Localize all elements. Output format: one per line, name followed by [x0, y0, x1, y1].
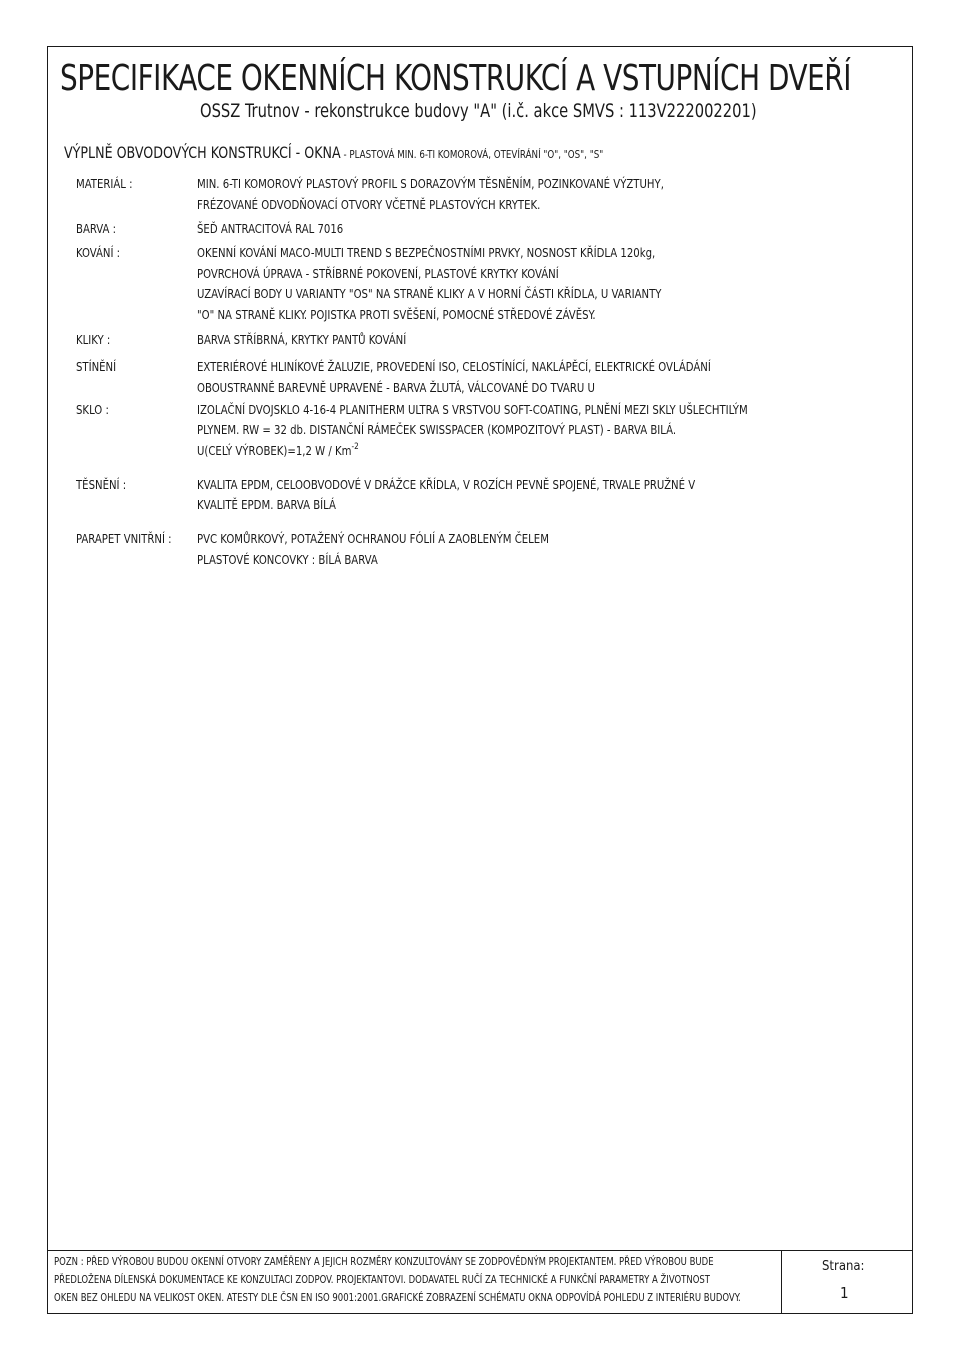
- kovani-label: KOVÁNÍ :: [76, 245, 121, 260]
- sklo-u-value: [197, 442, 359, 458]
- drawing-frame: [47, 46, 913, 1314]
- tesneni-line: KVALITA EPDM, CELOOBVODOVÉ V DRÁŽCE KŘÍDLA, V ROZÍCH PEVNĚ SPOJENÉ, TRVALE PRUŽNÉ V: [197, 477, 696, 492]
- stineni-label: STÍNĚNÍ: [76, 359, 117, 374]
- section-heading-sub: - PLASTOVÁ MIN. 6-TI KOMOROVÁ, OTEVÍRÁNÍ "O", "OS", "S": [340, 148, 604, 161]
- sklo-line: IZOLAČNÍ DVOJSKLO 4-16-4 PLANITHERM ULTRA S VRSTVOU SOFT-COATING, PLNĚNÍ MEZI SKLY UŠLECHTILÝM: [197, 402, 748, 417]
- parapet-line: PVC KOMŮRKOVÝ, POTAŽENÝ OCHRANOU FÓLIÍ A ZAOBLENÝM ČELEM: [197, 531, 549, 546]
- material-line: FRÉZOVANÉ ODVODŇOVACÍ OTVORY VČETNĚ PLASTOVÝCH KRYTEK.: [197, 197, 541, 212]
- tesneni-line: KVALITĚ EPDM. BARVA BÍLÁ: [197, 497, 336, 512]
- document-subtitle: OSSZ Trutnov - rekonstrukce budovy "A" (i.č. akce SMVS : 113V222002201): [200, 100, 757, 122]
- kovani-line: UZAVÍRACÍ BODY U VARIANTY "OS" NA STRANĚ KLIKY A V HORNÍ ČÁSTI KŘÍDLA, U VARIANTY: [197, 286, 662, 301]
- barva-value: ŠEĎ ANTRACITOVÁ RAL 7016: [197, 221, 344, 236]
- kliky-label: KLIKY :: [76, 332, 111, 347]
- kovani-line: OKENNÍ KOVÁNÍ MACO-MULTI TREND S BEZPEČNOSTNÍMI PRVKY, NOSNOST KŘÍDLA 120kg,: [197, 245, 656, 260]
- sklo-label: SKLO :: [76, 402, 109, 417]
- kliky-value: BARVA STŘÍBRNÁ, KRYTKY PANTŮ KOVÁNÍ: [197, 332, 407, 347]
- parapet-line: PLASTOVÉ KONCOVKY : BÍLÁ BARVA: [197, 552, 378, 567]
- tesneni-label: TĚSNĚNÍ :: [76, 477, 127, 492]
- kovani-line: "O" NA STRANĚ KLIKY. POJISTKA PROTI SVĚŠENÍ, POMOCNÉ STŘEDOVÉ ZÁVĚSY.: [197, 307, 596, 322]
- section-heading: [64, 143, 603, 162]
- footer-note-line: POZN : PŘED VÝROBOU BUDOU OKENNÍ OTVORY ZAMĚŘENY A JEJICH ROZMĚRY KONZULTOVÁNY SE ZODPOVĚDNÝM PROJEKTANTEM. PŘED VÝROBOU BUDE: [54, 1256, 714, 1268]
- stineni-line: OBOUSTRANNĚ BAREVNĚ UPRAVENÉ - BARVA ŽLUTÁ, VÁLCOVANÉ DO TVARU U: [197, 380, 595, 395]
- material-label: MATERIÁL :: [76, 176, 133, 191]
- sklo-u-exponent: -2: [351, 442, 359, 452]
- stineni-line: EXTERIÉROVÉ HLINÍKOVÉ ŽALUZIE, PROVEDENÍ ISO, CELOSTÍNÍCÍ, NAKLÁPĚCÍ, ELEKTRICKÉ OVLÁDÁNÍ: [197, 359, 711, 374]
- sklo-line: PLYNEM. RW = 32 db. DISTANČNÍ RÁMEČEK SWISSPACER (KOMPOZITOVÝ PLAST) - BARVA BILÁ.: [197, 422, 677, 437]
- kovani-line: POVRCHOVÁ ÚPRAVA - STŘÍBRNÉ POKOVENÍ, PLASTOVÉ KRYTKY KOVÁNÍ: [197, 266, 559, 281]
- page-label: Strana:: [822, 1259, 865, 1274]
- section-heading-main: VÝPLNĚ OBVODOVÝCH KONSTRUKCÍ - OKNA: [64, 143, 341, 162]
- footer-divider: [47, 1250, 913, 1251]
- parapet-label: PARAPET VNITŘNÍ :: [76, 531, 172, 546]
- document-title: SPECIFIKACE OKENNÍCH KONSTRUKCÍ A VSTUPNÍCH DVEŘÍ: [60, 58, 851, 99]
- page-number: 1: [840, 1284, 849, 1302]
- material-line: MIN. 6-TI KOMOROVÝ PLASTOVÝ PROFIL S DORAZOVÝM TĚSNĚNÍM, POZINKOVANÉ VÝZTUHY,: [197, 176, 664, 191]
- barva-label: BARVA :: [76, 221, 117, 236]
- footer-column-divider: [781, 1250, 782, 1314]
- footer-note-line: PŘEDLOŽENA DÍLENSKÁ DOKUMENTACE KE KONZULTACI ZODPOV. PROJEKTANTOVI. DODAVATEL RUČÍ ZA TECHNICKÉ A FUNKČNÍ PARAMETRY A ŽIVOTNOST: [54, 1274, 710, 1286]
- footer-note-line: OKEN BEZ OHLEDU NA VELIKOST OKEN. ATESTY DLE ČSN EN ISO 9001:2001.GRAFICKÉ ZOBRAZENÍ SCHÉMATU OKNA ODPOVÍDÁ POHLEDU Z INTERIÉRU BUDOVY.: [54, 1292, 741, 1304]
- sklo-u-value-text: U(CELÝ VÝROBEK)=1,2 W / Km: [197, 443, 352, 458]
